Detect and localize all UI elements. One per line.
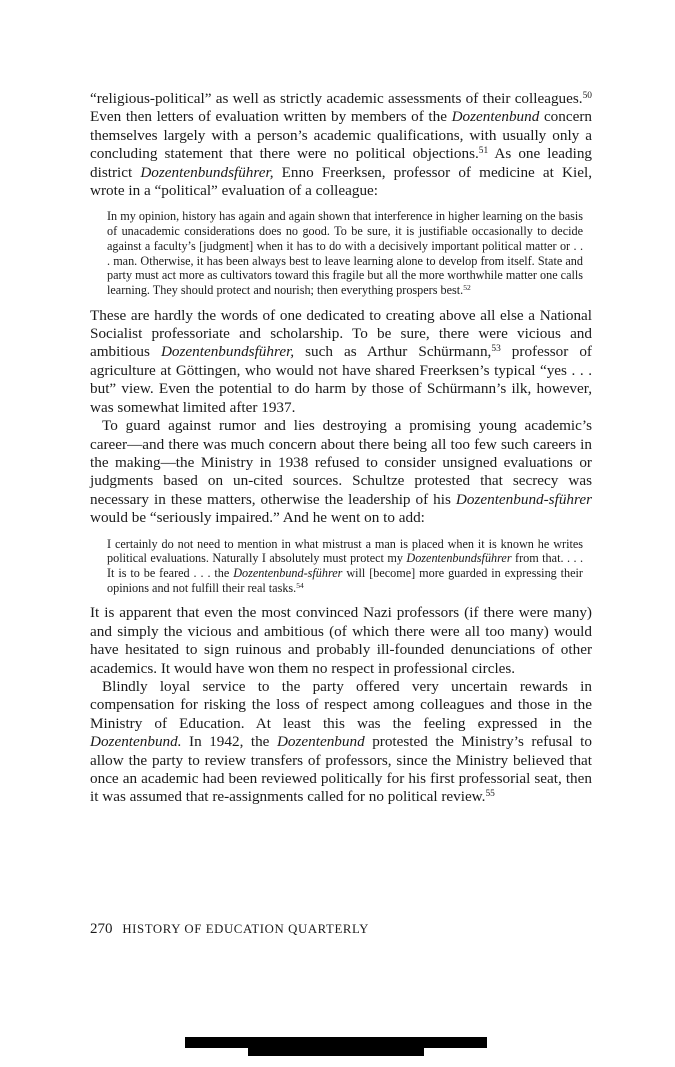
text-run: will [become] more guarded in expressing their opinions and not fulfill their real tasks. [107,565,583,595]
paragraph-1 [90,90,592,200]
italic-term: Dozentenbundsführer, [140,163,274,181]
italic-term: Dozentenbund [276,733,365,751]
text-run: protested the Ministry’s refusal to allow the party to review transfers of professors, since the Ministry believed that once an academic had been reviewed politically for his first professorial seat, then it was assumed that re-assignments called for no political review. [90,733,592,806]
italic-term: Dozentenbund [451,108,540,126]
block-quote-schultze [107,537,592,596]
text-run: As one leading district [90,145,593,181]
text-run: “religious-political” as well as strictly academic assessments of their colleagues. [90,90,583,107]
page-body [90,90,592,807]
text-run: such as Arthur Schürmann, [294,343,492,361]
footnote-ref: 51 [478,146,489,157]
text-run: Enno Freerksen, professor of medicine at Kiel, wrote in a “political” evaluation of a colleague: [90,163,592,200]
paragraph-2 [90,307,592,417]
text-run: from that. . . . It is to be feared . . . the [107,551,583,580]
italic-term: Dozentenbundsführer [406,551,512,566]
text-run: It is apparent that even the most convinced Nazi professors (if there were many) and simply the vicious and ambitious (of which there were all too many) would have hesitated to sign ruinous and probably ill-founded denunciations of other academics. It would have won them no respect in professional circles. [90,604,592,677]
footnote-ref: 50 [582,90,592,101]
text-run: Even then letters of evaluation written by members of the [90,108,452,126]
italic-term: Dozentenbundsführer, [160,343,295,361]
text-run: To guard against rumor and lies destroying a promising young academic’s career—and there was much concern about there being all too few such careers in the making—the Ministry in 1938 refused to consider unsigned evaluations or judgments based on un-cited sources. Schultze protested that secrecy was necessary in these matters, otherwise the leadership of his [90,417,592,508]
text-run: In 1942, the [181,733,277,751]
paragraph-4 [90,604,592,678]
page-number: 270 [90,921,113,937]
paragraph-5 [90,678,592,807]
footnote-ref: 55 [485,789,495,800]
footnote-ref: 52 [463,282,471,292]
italic-term: Dozentenbund-sführer [455,490,592,508]
text-run: would be “seriously impaired.” And he went on to add: [90,509,425,527]
text-run: I certainly do not need to mention in what mistrust a man is placed when it is known he writes political evaluations. Naturally I absolutely must protect my [107,536,583,566]
text-run: professor of agriculture at Göttingen, who would not have shared Freerksen’s typical “yes . . . but” view. Even the potential to do harm by those of Schürmann’s ilk, however, was somewhat limited after 1937. [90,343,592,416]
italic-term: Dozentenbund. [90,733,182,751]
journal-title: HISTORY OF EDUCATION QUARTERLY [122,922,369,936]
text-run: Blindly loyal service to the party offered very uncertain rewards in compensation for risking the loss of respect among colleagues and those in the Ministry of Education. At least this was the feeling expressed in the [90,677,592,732]
text-run: In my opinion, history has again and again shown that interference in higher learning on the basis of unacademic considerations does no good. To be sure, it is justifiable occasionally to decide against a faculty’s [judgment] when it has to do with a decisively important political matter or . . . man. Otherwise, it has been always best to leave learning alone to develop from itself. State and party must act more as cultivators toward this fragile but all the more worthwhile matter one calls learning. They should protect and nourish; then everything prospers best. [107,209,583,297]
running-footer [90,921,369,938]
italic-term: Dozentenbund-sführer [233,565,343,580]
paragraph-3 [90,417,592,527]
footnote-ref: 54 [296,580,304,590]
text-run: concern themselves largely with a person’s academic qualifications, with usually only a concluding statement that there were no political objections. [90,108,593,163]
text-run: These are hardly the words of one dedicated to creating above all else a National Socialist professoriate and scholarship. To be sure, there were vicious and ambitious [90,306,592,361]
scan-redaction-bar-bottom [248,1047,424,1056]
block-quote-freerksen [107,209,592,297]
footnote-ref: 53 [491,344,501,355]
